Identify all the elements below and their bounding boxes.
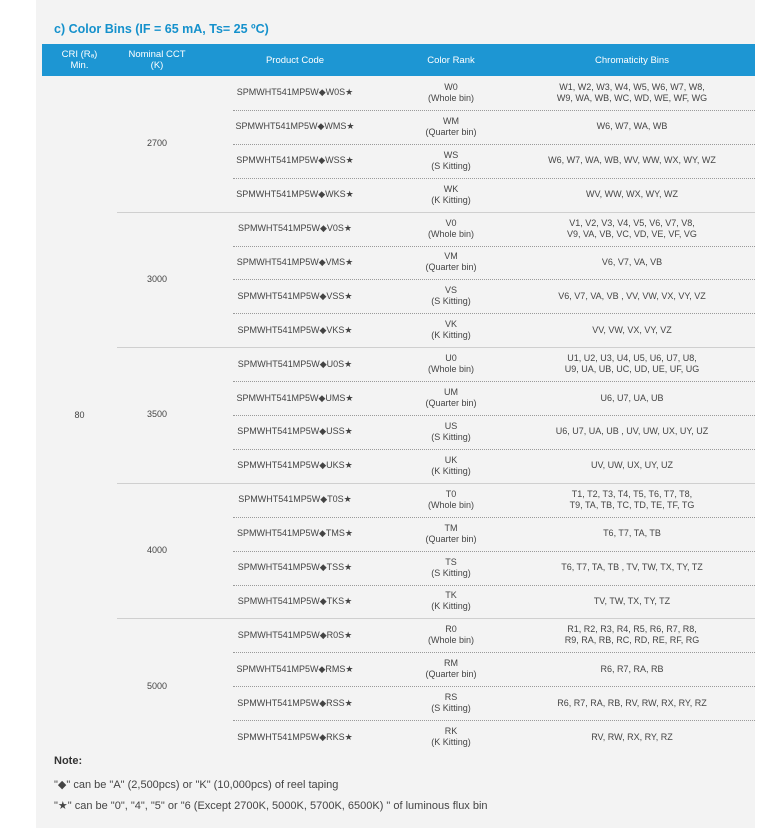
chromaticity-bins-line: W1, W2, W3, W4, W5, W6, W7, W8, — [559, 81, 705, 92]
color-rank — [393, 110, 509, 144]
product-code: SPMWHT541MP5W◆RMS★ — [236, 663, 354, 674]
row-divider — [233, 178, 755, 179]
color-rank-code: TM — [444, 522, 458, 533]
chromaticity-bins — [509, 279, 755, 313]
color-rank — [393, 585, 509, 619]
chromaticity-bins-line: T1, T2, T3, T4, T5, T6, T7, T8, — [571, 488, 693, 499]
chromaticity-bins-line: V6, V7, VA, VB — [601, 256, 663, 267]
color-rank-code: TK — [445, 590, 457, 601]
color-rank — [393, 618, 509, 652]
chromaticity-bins — [509, 415, 755, 449]
color-rank — [393, 720, 509, 754]
row-divider — [233, 585, 755, 586]
color-rank-type: (K Kitting) — [431, 601, 471, 612]
color-rank — [393, 517, 509, 551]
header-cri-line2: Min. — [70, 60, 89, 71]
section-title: c) Color Bins (IF = 65 mA, Ts= 25 ºC) — [54, 22, 269, 36]
chromaticity-bins-line: V1, V2, V3, V4, V5, V6, V7, V8, — [569, 217, 695, 228]
color-rank-type: (S Kitting) — [431, 567, 471, 578]
row-divider — [233, 415, 755, 416]
chromaticity-bins — [509, 381, 755, 415]
note-line-1: "◆" can be "A" (2,500pcs) or "K" (10,000pcs) of reel taping — [54, 779, 339, 791]
product-code: SPMWHT541MP5W◆USS★ — [237, 426, 353, 437]
color-rank — [393, 212, 509, 246]
color-rank-type: (Whole bin) — [427, 635, 474, 646]
color-rank-type: (Quarter bin) — [425, 669, 477, 680]
header-product-code: Product Code — [265, 54, 325, 66]
chromaticity-bins-line: W9, WA, WB, WC, WD, WE, WF, WG — [556, 92, 708, 103]
chromaticity-bins-line: V9, VA, VB, VC, VD, VE, VF, VG — [567, 228, 697, 239]
color-rank-code: RS — [444, 692, 458, 703]
color-rank — [393, 246, 509, 280]
cct-value: 2700 — [146, 138, 168, 149]
header-chromaticity-bins: Chromaticity Bins — [595, 54, 669, 66]
product-code: SPMWHT541MP5W◆UKS★ — [237, 460, 353, 471]
chromaticity-bins-line: W6, W7, WA, WB, WV, WW, WX, WY, WZ — [548, 155, 716, 166]
header-cct — [117, 44, 197, 76]
color-rank — [393, 279, 509, 313]
color-rank-code: R0 — [445, 624, 457, 635]
header-cri-line1: CRI (Rₐ) — [61, 49, 98, 60]
color-rank-code: UK — [444, 454, 458, 465]
color-rank — [393, 415, 509, 449]
color-rank — [393, 686, 509, 720]
header-cri — [42, 44, 117, 76]
chromaticity-bins-line: R9, RA, RB, RC, RD, RE, RF, RG — [564, 635, 700, 646]
chromaticity-bins — [509, 144, 755, 178]
note-title: Note: — [54, 755, 83, 767]
chromaticity-bins — [509, 483, 755, 517]
product-code: SPMWHT541MP5W◆TSS★ — [237, 562, 353, 573]
note-line-2: "★" can be "0", "4", "5" or "6 (Except 2700K, 5000K, 5700K, 6500K) " of luminous flux bin — [54, 800, 488, 812]
product-code: SPMWHT541MP5W◆VKS★ — [237, 324, 353, 335]
chromaticity-bins — [509, 449, 755, 483]
color-rank-code: RK — [444, 726, 458, 737]
color-rank-type: (K Kitting) — [431, 330, 471, 341]
chromaticity-bins — [509, 246, 755, 280]
color-rank-code: T0 — [445, 488, 457, 499]
chromaticity-bins-line: U1, U2, U3, U4, U5, U6, U7, U8, — [567, 353, 697, 364]
cct-value: 5000 — [146, 680, 168, 691]
chromaticity-bins — [509, 551, 755, 585]
row-divider — [233, 449, 755, 450]
color-rank-code: VM — [444, 251, 458, 262]
color-rank-code: VK — [444, 319, 457, 330]
row-divider — [233, 517, 755, 518]
chromaticity-bins-line: U9, UA, UB, UC, UD, UE, UF, UG — [564, 364, 700, 375]
product-code: SPMWHT541MP5W◆UMS★ — [236, 392, 354, 403]
color-rank — [393, 551, 509, 585]
color-rank-code: W0 — [444, 81, 458, 92]
color-rank-type: (K Kitting) — [431, 465, 471, 476]
chromaticity-bins — [509, 618, 755, 652]
color-rank — [393, 652, 509, 686]
chromaticity-bins-line: V6, V7, VA, VB , VV, VW, VX, VY, VZ — [558, 290, 706, 301]
color-rank-code: WM — [443, 115, 459, 126]
color-rank-code: UM — [444, 387, 458, 398]
chromaticity-bins-line: T6, T7, TA, TB , TV, TW, TX, TY, TZ — [561, 562, 703, 573]
color-rank-type: (K Kitting) — [431, 737, 471, 748]
color-rank-type: (S Kitting) — [431, 431, 471, 442]
chromaticity-bins-line: U6, U7, UA, UB — [600, 392, 664, 403]
color-rank-code: U0 — [445, 353, 457, 364]
color-rank-type: (Whole bin) — [427, 92, 474, 103]
product-code: SPMWHT541MP5W◆VSS★ — [237, 290, 353, 301]
cct-value: 4000 — [146, 545, 168, 556]
row-divider — [233, 652, 755, 653]
chromaticity-bins — [509, 686, 755, 720]
row-divider — [233, 144, 755, 145]
product-code: SPMWHT541MP5W◆V0S★ — [237, 223, 352, 234]
product-code: SPMWHT541MP5W◆WKS★ — [236, 189, 354, 200]
chromaticity-bins-line: T6, T7, TA, TB — [603, 528, 661, 539]
row-divider — [233, 110, 755, 111]
color-rank-type: (S Kitting) — [431, 160, 471, 171]
chromaticity-bins — [509, 652, 755, 686]
product-code: SPMWHT541MP5W◆R0S★ — [237, 629, 353, 640]
row-divider — [233, 686, 755, 687]
chromaticity-bins — [509, 585, 755, 619]
color-rank-code: VS — [444, 285, 457, 296]
chromaticity-bins-line: UV, UW, UX, UY, UZ — [590, 460, 674, 471]
chromaticity-bins-line: R1, R2, R3, R4, R5, R6, R7, R8, — [567, 624, 697, 635]
chromaticity-bins-line: VV, VW, VX, VY, VZ — [592, 324, 672, 335]
product-code: SPMWHT541MP5W◆W0S★ — [236, 87, 354, 98]
product-code: SPMWHT541MP5W◆WSS★ — [236, 155, 354, 166]
header-cct-line1: Nominal CCT — [128, 49, 186, 60]
chromaticity-bins — [509, 517, 755, 551]
row-divider — [233, 246, 755, 247]
chromaticity-bins — [509, 178, 755, 212]
color-rank — [393, 178, 509, 212]
color-rank — [393, 144, 509, 178]
chromaticity-bins — [509, 720, 755, 754]
color-rank-type: (S Kitting) — [431, 296, 471, 307]
color-rank — [393, 449, 509, 483]
product-code: SPMWHT541MP5W◆TKS★ — [237, 595, 353, 606]
chromaticity-bins — [509, 313, 755, 347]
product-code: SPMWHT541MP5W◆T0S★ — [238, 494, 352, 505]
cct-value: 3000 — [146, 273, 168, 284]
chromaticity-bins — [509, 347, 755, 381]
color-rank-type: (Quarter bin) — [425, 126, 477, 137]
color-rank — [393, 483, 509, 517]
color-rank-code: TS — [445, 556, 457, 567]
table-header — [42, 44, 755, 76]
color-rank-code: V0 — [445, 217, 457, 228]
row-divider — [233, 381, 755, 382]
color-bins-table — [42, 76, 755, 754]
color-rank — [393, 381, 509, 415]
color-rank — [393, 76, 509, 110]
chromaticity-bins-line: TV, TW, TX, TY, TZ — [593, 595, 671, 606]
product-code: SPMWHT541MP5W◆U0S★ — [237, 358, 353, 369]
header-color-rank: Color Rank — [427, 54, 475, 66]
chromaticity-bins-line: T9, TA, TB, TC, TD, TE, TF, TG — [569, 499, 695, 510]
color-rank-type: (S Kitting) — [431, 703, 471, 714]
cri-value: 80 — [74, 409, 85, 420]
product-code: SPMWHT541MP5W◆RSS★ — [237, 697, 353, 708]
color-bins-panel — [36, 0, 755, 828]
row-divider — [233, 313, 755, 314]
chromaticity-bins-line: RV, RW, RX, RY, RZ — [591, 731, 673, 742]
chromaticity-bins-line: WV, WW, WX, WY, WZ — [586, 189, 678, 200]
row-divider — [233, 551, 755, 552]
color-rank — [393, 347, 509, 381]
product-code: SPMWHT541MP5W◆RKS★ — [237, 731, 353, 742]
color-rank-type: (Whole bin) — [427, 499, 474, 510]
color-rank-type: (Whole bin) — [427, 364, 474, 375]
chromaticity-bins-line: R6, R7, RA, RB, RV, RW, RX, RY, RZ — [557, 697, 707, 708]
color-rank-code: US — [444, 420, 458, 431]
product-code: SPMWHT541MP5W◆TMS★ — [237, 528, 353, 539]
row-divider — [233, 720, 755, 721]
color-rank-type: (Quarter bin) — [425, 262, 477, 273]
chromaticity-bins-line: W6, W7, WA, WB — [596, 121, 668, 132]
row-divider — [233, 279, 755, 280]
color-rank-code: WK — [443, 183, 459, 194]
color-rank-type: (Whole bin) — [427, 228, 474, 239]
product-code: SPMWHT541MP5W◆WMS★ — [235, 121, 355, 132]
cct-value: 3500 — [146, 409, 168, 420]
color-rank-type: (Quarter bin) — [425, 533, 477, 544]
product-code: SPMWHT541MP5W◆VMS★ — [236, 256, 354, 267]
color-rank-code: WS — [443, 149, 459, 160]
chromaticity-bins — [509, 110, 755, 144]
color-rank-code: RM — [444, 658, 458, 669]
color-rank-type: (K Kitting) — [431, 194, 471, 205]
chromaticity-bins — [509, 212, 755, 246]
chromaticity-bins-line: R6, R7, RA, RB — [600, 663, 664, 674]
chromaticity-bins-line: U6, U7, UA, UB , UV, UW, UX, UY, UZ — [555, 426, 709, 437]
header-cct-line2: (K) — [150, 60, 164, 71]
color-rank — [393, 313, 509, 347]
chromaticity-bins — [509, 76, 755, 110]
color-rank-type: (Quarter bin) — [425, 398, 477, 409]
